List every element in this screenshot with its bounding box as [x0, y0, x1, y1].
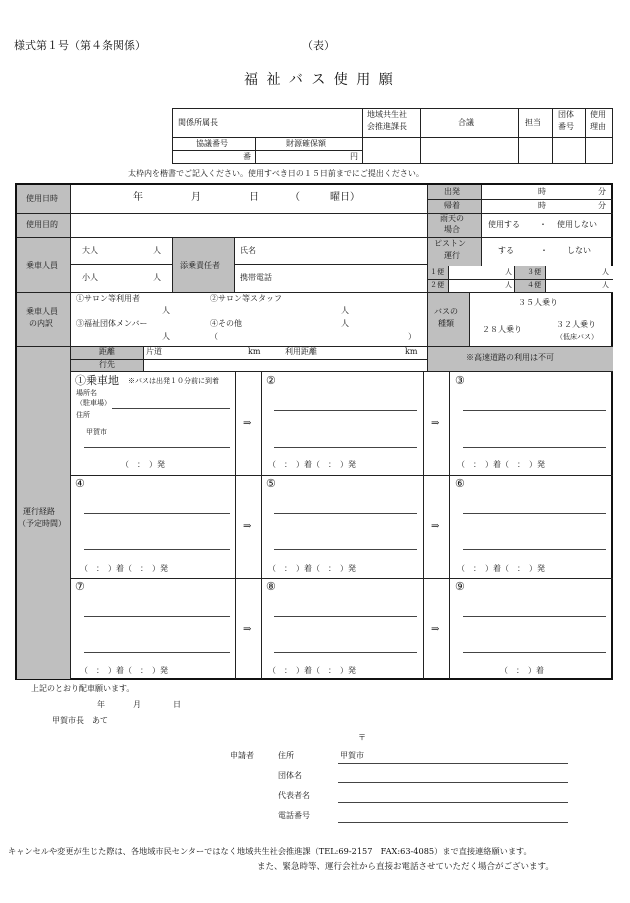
page-title: 福 祉 バ ス 使 用 願	[244, 72, 395, 88]
arrow-icon: ⇒	[431, 624, 440, 635]
side-label: （表）	[302, 39, 335, 52]
bus-type-label-b: 種類	[438, 319, 454, 328]
form-number: 様式第１号（第４条関係）	[14, 39, 146, 52]
group-name-field[interactable]	[338, 782, 568, 783]
passengers-label: 乗車人員	[26, 261, 58, 270]
piston-no-option[interactable]: しない	[567, 246, 591, 255]
arrow-icon: ⇒	[243, 624, 252, 635]
salon-staff-count-field[interactable]: 人	[341, 306, 349, 315]
applicant-address-label: 住所	[278, 751, 294, 760]
instruction-text: 太枠内を楷書でご記入ください。使用すべき日の１５日前までにご提出ください。	[128, 169, 424, 178]
applicant-address-city: 甲賀市	[340, 751, 364, 760]
left-label-column	[17, 185, 70, 679]
phone-number-field[interactable]	[338, 822, 568, 823]
group-name-label: 団体名	[278, 771, 302, 780]
one-way-label: 片道	[146, 347, 162, 356]
other-detail-field[interactable]	[218, 331, 403, 343]
approval-head-group-a: 団体	[558, 110, 574, 119]
salon-users-count-field[interactable]: 人	[162, 306, 170, 315]
purpose-field[interactable]	[72, 215, 425, 235]
breakdown-welfare-members: ③福祉団体メンバー	[76, 319, 148, 328]
request-text: 上記のとおり配車願います。	[31, 684, 135, 693]
usage-date-label: 使用日時	[26, 194, 58, 203]
rain-use-option[interactable]: 使用する	[488, 220, 520, 229]
trip4-label: ４便	[527, 281, 541, 289]
approval-head-reason-a: 使用	[590, 110, 606, 119]
destination-field[interactable]	[145, 360, 425, 370]
trip4-count-field[interactable]: 人	[602, 281, 609, 289]
budget-label: 財源確保額	[286, 139, 326, 148]
bus-32-option[interactable]: ３２人乗り	[556, 320, 596, 329]
yen-suffix: 円	[350, 152, 358, 161]
trip3-label: ３便	[527, 268, 541, 276]
escort-phone-field[interactable]: 携帯電話	[240, 273, 272, 282]
approval-head-staff: 担当	[525, 118, 541, 127]
purpose-label: 使用目的	[26, 220, 58, 229]
trip1-label: １便	[430, 268, 444, 276]
applicant-address-field[interactable]	[338, 763, 568, 764]
arrow-icon: ⇒	[243, 521, 252, 532]
route-label-a: 運行経路	[23, 507, 55, 516]
bus-type-label-a: バスの	[434, 307, 458, 316]
arrow-icon: ⇒	[243, 418, 252, 429]
escort-name-field[interactable]: 氏名	[240, 246, 256, 255]
cancel-note: キャンセルや変更が生じた際は、各地域市民センターではなく地域共生社会推進課（TEL:69-2157 FAX:63-4085）まで直接連絡願います。	[8, 846, 532, 856]
welfare-members-count-field[interactable]: 人	[162, 332, 170, 341]
approval-head-section-b: 会推進課長	[367, 122, 407, 131]
breakdown-label-a: 乗車人員	[26, 307, 58, 316]
escort-label: 添乗責任者	[180, 261, 220, 270]
trip1-count-field[interactable]: 人	[505, 268, 512, 276]
council-number-label: 協議番号	[196, 139, 228, 148]
piston-label-b: 運行	[444, 251, 460, 260]
bus-35-option[interactable]: ３５人乗り	[518, 298, 558, 307]
arrow-icon: ⇒	[431, 418, 440, 429]
mayor-address: 甲賀市長 あて	[52, 716, 108, 725]
arrow-icon: ⇒	[431, 521, 440, 532]
representative-field[interactable]	[338, 802, 568, 803]
breakdown-other: ④その他	[210, 319, 242, 328]
bus-32-note: （低床バス）	[556, 333, 598, 341]
phone-number-label: 電話番号	[278, 811, 310, 820]
distance-label: 距離	[99, 347, 115, 356]
depart-label: 出発	[444, 187, 460, 196]
use-distance-km-field[interactable]: km	[405, 347, 418, 356]
one-way-km-field[interactable]: km	[248, 347, 261, 356]
representative-label: 代表者名	[278, 791, 310, 800]
other-count-field[interactable]: 人	[341, 319, 349, 328]
emergency-note: また、緊急時等、運行会社から直接お電話させていただく場合がございます。	[257, 862, 554, 872]
trip2-label: ２便	[430, 281, 444, 289]
rain-not-use-option[interactable]: 使用しない	[557, 220, 597, 229]
approval-head-council: 合議	[458, 118, 474, 127]
approval-head-section-a: 地域共生社	[367, 110, 407, 119]
postal-mark: 〒	[358, 733, 366, 742]
destination-label: 行先	[99, 360, 115, 369]
route-label-b: （予定時間）	[18, 519, 66, 528]
rain-label-b: 場合	[444, 225, 460, 234]
breakdown-label-b: の内訳	[29, 319, 53, 328]
breakdown-salon-staff: ②サロン等スタッフ	[210, 294, 282, 303]
highway-note: ※高速道路の利用は不可	[466, 353, 554, 362]
approval-head-reason-b: 理由	[590, 122, 606, 131]
applicant-label: 申請者	[230, 751, 254, 760]
return-label: 帰着	[444, 201, 460, 210]
approval-head-group-b: 番号	[558, 122, 574, 131]
trip2-count-field[interactable]: 人	[505, 281, 512, 289]
approval-head-dept: 関係所属長	[178, 118, 218, 127]
bus-28-option[interactable]: ２８人乗り	[482, 325, 522, 334]
number-suffix: 番	[243, 152, 251, 161]
piston-label-a: ピストン	[434, 239, 466, 248]
use-distance-label: 利用距離	[285, 347, 317, 356]
trip3-count-field[interactable]: 人	[602, 268, 609, 276]
rain-label-a: 雨天の	[440, 214, 464, 223]
breakdown-salon-users: ①サロン等利用者	[76, 294, 140, 303]
piston-yes-option[interactable]: する	[498, 246, 514, 255]
